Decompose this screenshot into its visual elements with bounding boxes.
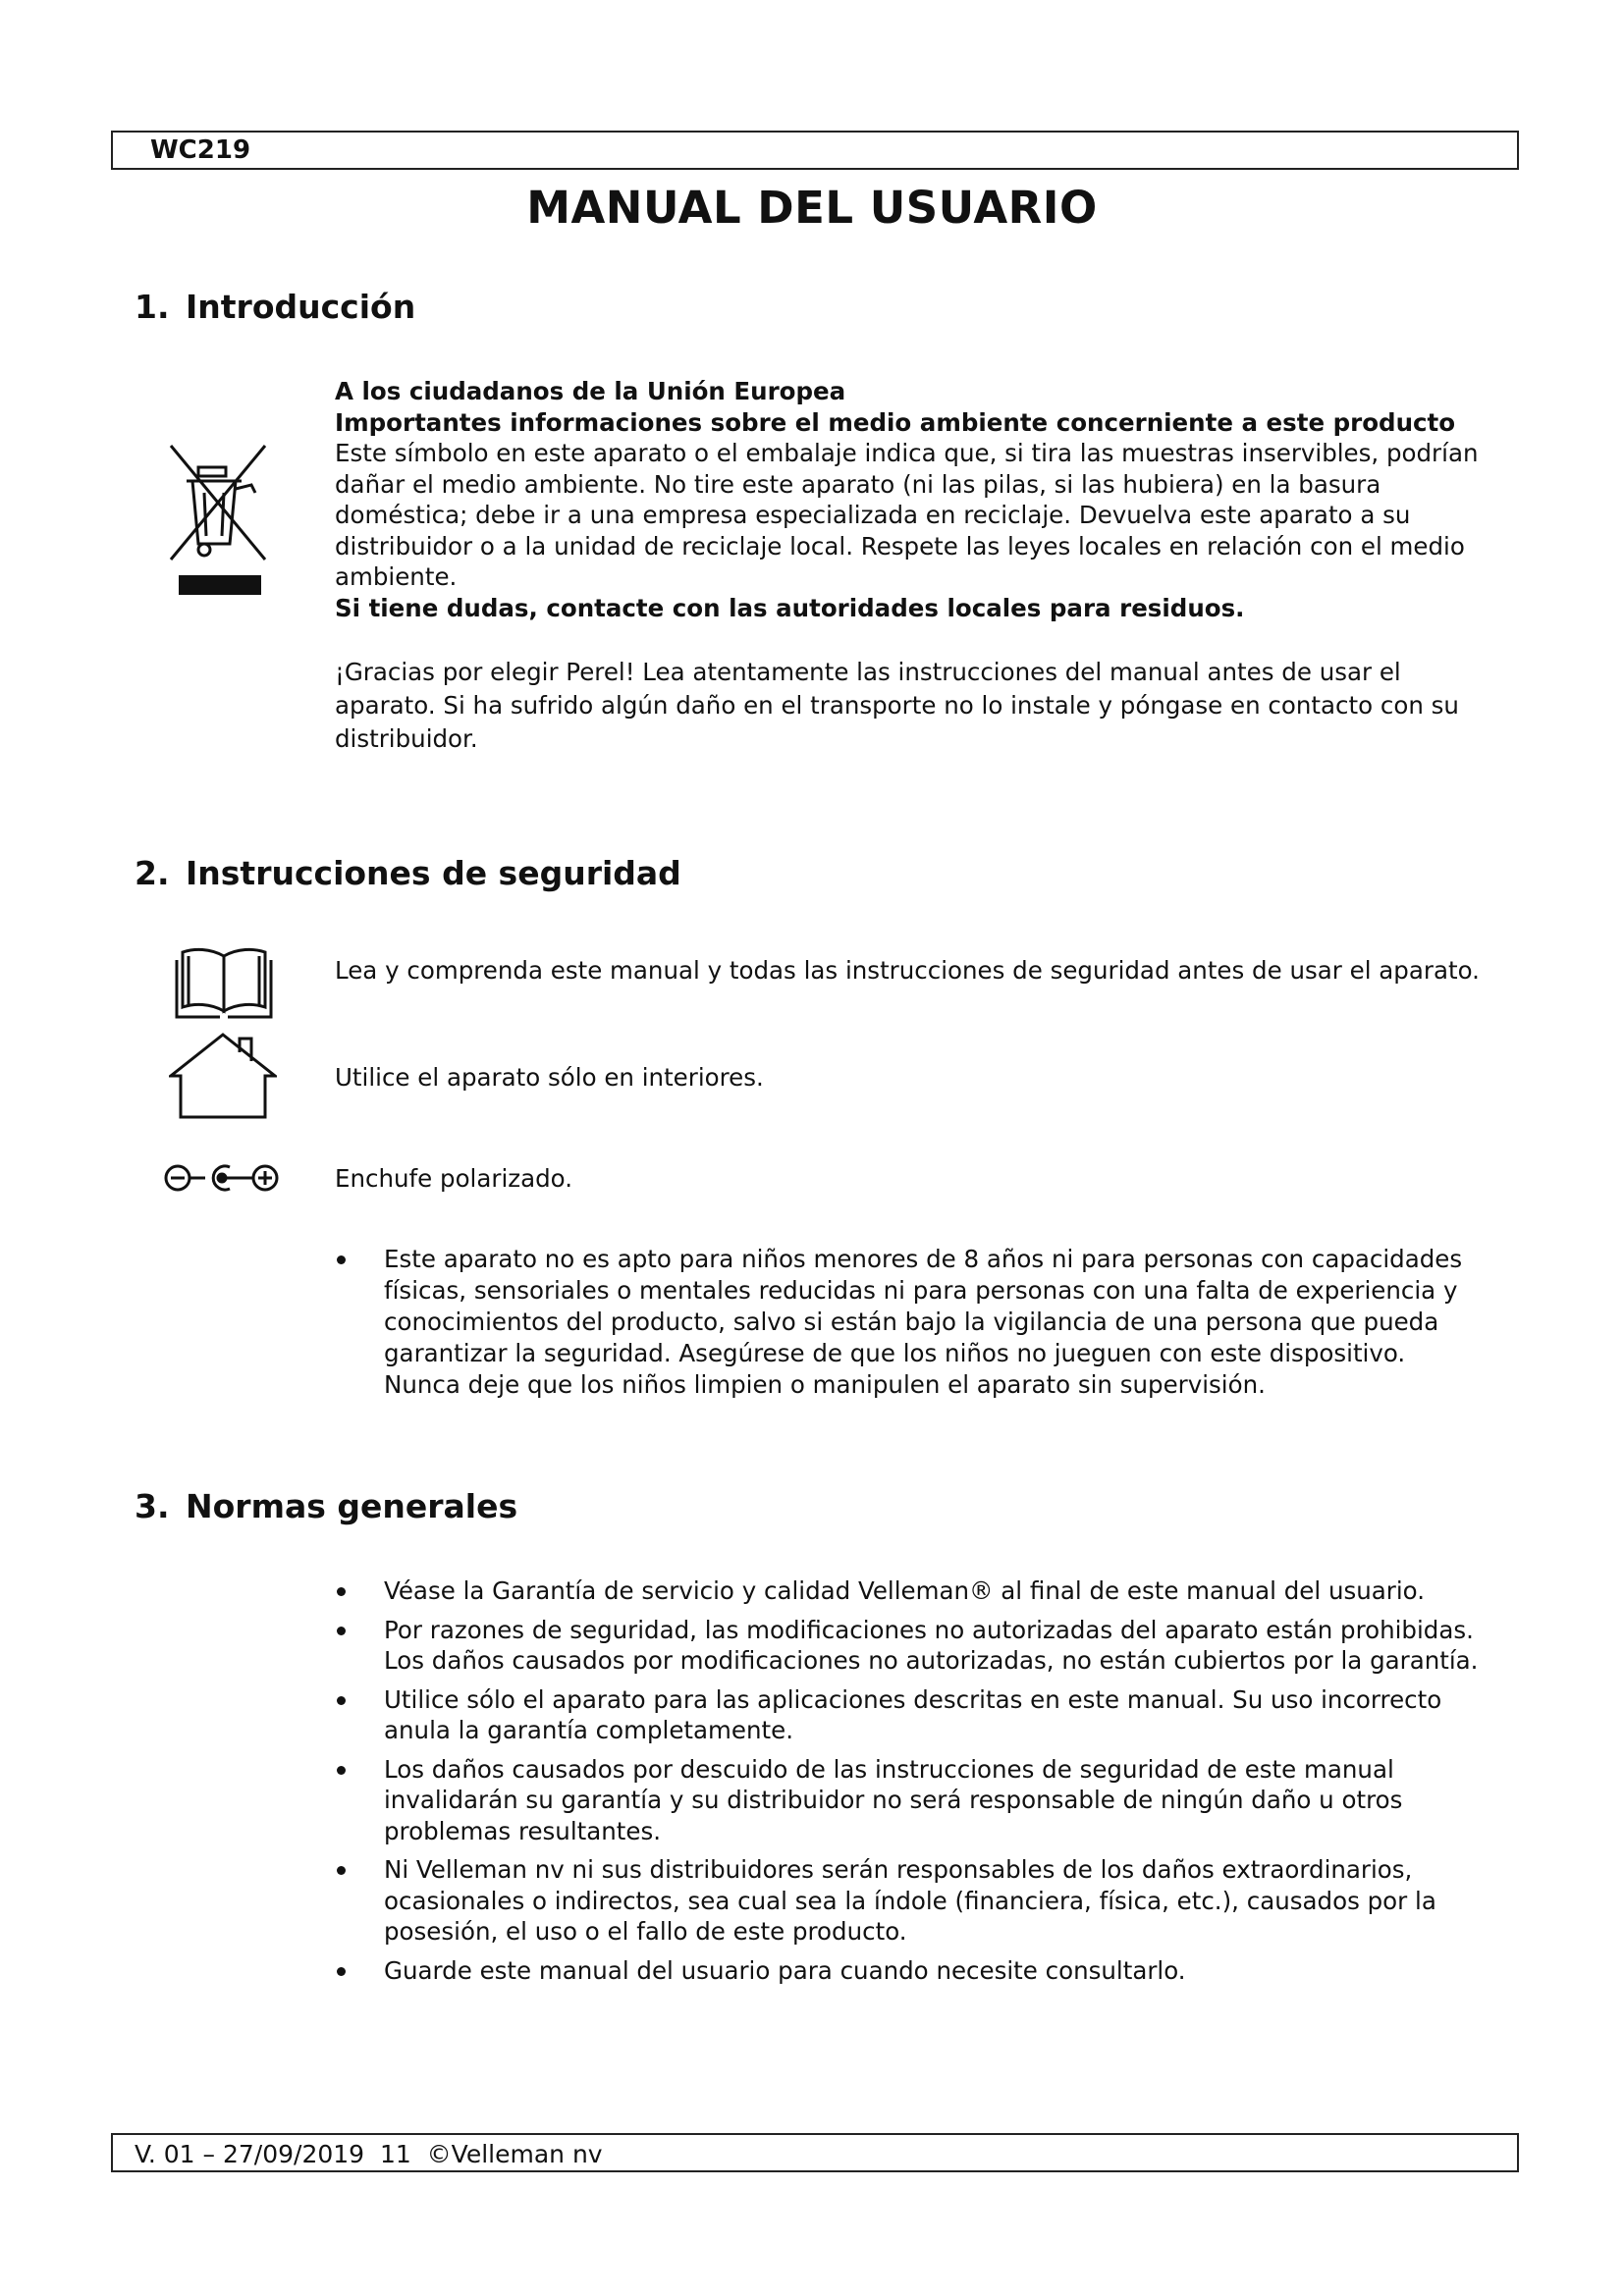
eu-subtitle: Importantes informaciones sobre el medio ambiente concerniente a este producto: [335, 407, 1456, 437]
footer-text: V. 01 – 27/09/2019 11 ©Velleman nv: [135, 2140, 603, 2168]
safety-bullet-list: [335, 1244, 1489, 1409]
eu-environment-block: [335, 376, 1489, 756]
section-title: Instrucciones de seguridad: [186, 854, 681, 892]
read-manual-text: Lea y comprenda este manual y todas las instrucciones de seguridad antes de usar el aparato.: [335, 956, 1480, 985]
section-heading-introduction: [135, 288, 415, 326]
footer-box: [111, 2133, 1519, 2172]
indoor-text: Utilice el aparato sólo en interiores.: [335, 1063, 764, 1092]
list-item: Véase la Garantía de servicio y calidad Velleman® al final de este manual del usuario.: [335, 1575, 1489, 1607]
section-heading-general: [135, 1487, 517, 1525]
eu-body: Este símbolo en este aparato o el embalaje indica que, si tira las muestras inservibles, podrían dañar el medio ambiente. No tire este aparato (ni las pilas, si las hubiera) en la basura doméstica; debe ir a una empresa especializada en reciclaje. Devuelva este aparato a su distribuidor o a la unidad de reciclaje local. Respete las leyes locales en relación con el medio ambiente.: [335, 439, 1479, 591]
general-bullet-list: [335, 1575, 1489, 1994]
eu-title: A los ciudadanos de la Unión Europea: [335, 377, 846, 405]
page-title: MANUAL DEL USUARIO: [526, 182, 1098, 234]
list-item: Guarde este manual del usuario para cuando necesite consultarlo.: [335, 1955, 1489, 1987]
section-title: Introducción: [186, 288, 416, 326]
eu-note: Si tiene dudas, contacte con las autoridades locales para residuos.: [335, 593, 1245, 622]
section-heading-safety: [135, 854, 681, 892]
model-number: WC219: [150, 135, 251, 165]
list-item: Utilice sólo el aparato para las aplicaciones descritas en este manual. Su uso incorrecto anula la garantía completamente.: [335, 1684, 1489, 1746]
section-number: 1.: [135, 288, 170, 326]
read-manual-icon: [173, 942, 275, 1023]
header-box: [111, 131, 1519, 170]
polarity-symbol-icon: [163, 1162, 281, 1194]
polarized-text: Enchufe polarizado.: [335, 1164, 573, 1193]
list-item: Este aparato no es apto para niños menores de 8 años ni para personas con capacidades físicas, sensoriales o mentales reducidas ni para personas con una falta de experiencia y conocimientos del producto, salvo si están bajo la vigilancia de una persona que pueda garantizar la seguridad. Asegúrese de que los niños no jueguen con este dispositivo. Nunca deje que los niños limpien o manipulen el aparato sin supervisión.: [335, 1244, 1489, 1401]
list-item: Por razones de seguridad, las modificaciones no autorizadas del aparato están prohibidas. Los daños causados por modificaciones no autorizadas, no están cubiertos por la garantía.: [335, 1615, 1489, 1677]
section-title: Normas generales: [186, 1487, 518, 1525]
list-item: Los daños causados por descuido de las instrucciones de seguridad de este manual invalidarán su garantía y su distribuidor no será responsable de ningún daño u otros problemas resultantes.: [335, 1754, 1489, 1847]
section-number: 3.: [135, 1487, 170, 1525]
indoor-house-icon: [169, 1031, 277, 1121]
section-number: 2.: [135, 854, 170, 892]
weee-bin-icon: [165, 442, 275, 599]
list-item: Ni Velleman nv ni sus distribuidores serán responsables de los daños extraordinarios, ocasionales o indirectos, sea cual sea la índole (financiera, física, etc.), causados por la posesión, el uso o el fallo de este producto.: [335, 1854, 1489, 1948]
thanks-paragraph: ¡Gracias por elegir Perel! Lea atentamente las instrucciones del manual antes de usar el aparato. Si ha sufrido algún daño en el transporte no lo instale y póngase en contacto con su distribuidor.: [335, 658, 1459, 753]
